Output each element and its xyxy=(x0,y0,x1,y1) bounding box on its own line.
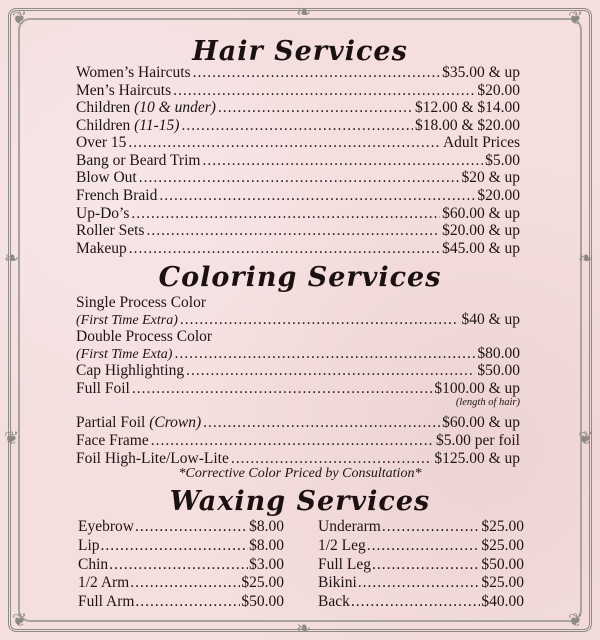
hair-item-children-10 xyxy=(76,99,520,117)
service-name: Full Foil xyxy=(76,380,130,397)
service-price: $50.00 xyxy=(241,593,284,610)
wax-item-full-leg xyxy=(318,556,524,574)
service-price: $18.00 & $20.00 xyxy=(414,117,520,134)
service-price: $40.00 xyxy=(481,593,524,610)
service-name: Double Process Color xyxy=(76,328,213,345)
service-price: $125.00 & up xyxy=(434,450,520,467)
service-note: (Crown) xyxy=(149,414,202,431)
service-name: Women’s Haircuts xyxy=(76,64,191,81)
vine-ornament-icon: ❦ xyxy=(568,610,584,631)
service-price: $45.00 & up xyxy=(442,240,520,257)
waxing-services-title: Waxing Services xyxy=(169,486,431,517)
service-price: $60.00 & up xyxy=(442,205,520,222)
service-price: $25.00 xyxy=(241,574,284,591)
hair-item-makeup xyxy=(76,240,520,258)
service-name: Bang or Beard Trim xyxy=(76,152,201,169)
service-price: $40 & up xyxy=(461,311,520,328)
full-foil-note: (length of hair) xyxy=(455,397,520,408)
hair-item-blow-out xyxy=(76,169,520,187)
hair-item-roller-sets xyxy=(76,222,520,240)
service-name: Bikini xyxy=(318,574,357,591)
service-name: Back xyxy=(318,593,350,610)
service-name: Single Process Color xyxy=(76,294,207,311)
vine-ornament-icon: ❦ xyxy=(568,8,584,29)
hair-item-bang-trim xyxy=(76,152,520,170)
service-price: $8.00 xyxy=(249,537,284,554)
wax-item-chin xyxy=(78,556,284,574)
service-price: $60.00 & up xyxy=(442,414,520,431)
hair-item-up-dos xyxy=(76,205,520,223)
hair-services-title: Hair Services xyxy=(192,36,408,67)
service-name: 1/2 Arm xyxy=(78,574,130,591)
service-price: $20.00 xyxy=(477,187,520,204)
coloring-cap-highlighting xyxy=(76,362,520,380)
service-price: $20.00 xyxy=(477,82,520,99)
service-price: $25.00 xyxy=(481,518,524,535)
service-name: Children xyxy=(76,117,131,134)
service-note: (10 & under) xyxy=(134,99,216,116)
service-price: $25.00 xyxy=(481,537,524,554)
vine-ornament-icon: ❦ xyxy=(578,428,594,449)
coloring-full-foil xyxy=(76,380,520,398)
service-price: $20.00 & up xyxy=(442,222,520,239)
hair-item-womens-haircut xyxy=(76,64,520,82)
service-price: $35.00 & up xyxy=(442,64,520,81)
coloring-single-process-price xyxy=(76,311,520,329)
service-price: $3.00 xyxy=(249,556,284,573)
wax-item-underarm xyxy=(318,518,524,536)
vine-ornament-icon: ❧ xyxy=(578,248,594,269)
hair-item-french-braid xyxy=(76,187,520,205)
wax-item-eyebrow xyxy=(78,518,284,536)
coloring-partial-foil xyxy=(76,414,520,432)
wax-item-full-arm xyxy=(78,593,284,611)
service-name: Children xyxy=(76,99,131,116)
service-name: Over 15 xyxy=(76,134,127,151)
service-name: Full Arm xyxy=(78,593,135,610)
service-price: $20 & up xyxy=(461,169,520,186)
coloring-single-process xyxy=(76,294,520,312)
wax-item-lip xyxy=(78,537,284,555)
service-name: Makeup xyxy=(76,240,127,257)
service-name: Full Leg xyxy=(318,556,371,573)
service-name: Foil High-Lite/Low-Lite xyxy=(76,450,229,467)
vine-ornament-icon: ❧ xyxy=(296,618,312,639)
service-price: Adult Prices xyxy=(442,134,520,151)
vine-ornament-icon: ❦ xyxy=(12,8,28,29)
service-name: Blow Out xyxy=(76,169,137,186)
coloring-face-frame xyxy=(76,432,520,450)
service-name: Eyebrow xyxy=(78,518,134,535)
service-name: 1/2 Leg xyxy=(318,537,366,554)
coloring-services-title: Coloring Services xyxy=(158,262,442,293)
service-note: (First Time Exta) xyxy=(76,347,173,362)
service-name: Face Frame xyxy=(76,432,149,449)
hair-item-over-15 xyxy=(76,134,520,152)
service-name: Cap Highlighting xyxy=(76,362,185,379)
vine-ornament-icon: ❧ xyxy=(296,2,312,23)
service-price: $80.00 xyxy=(477,345,520,362)
coloring-double-process xyxy=(76,328,520,346)
service-name: Lip xyxy=(78,537,100,554)
service-price: $50.00 xyxy=(481,556,524,573)
service-price: $5.00 xyxy=(485,152,520,169)
service-note: (11-15) xyxy=(134,117,180,134)
corrective-color-note: *Corrective Color Priced by Consultation* xyxy=(178,466,422,481)
vine-ornament-icon: ❦ xyxy=(4,428,20,449)
service-price: $8.00 xyxy=(249,518,284,535)
wax-item-half-leg xyxy=(318,537,524,555)
hair-item-mens-haircut xyxy=(76,82,520,100)
service-price: $25.00 xyxy=(481,574,524,591)
service-note: (First Time Extra) xyxy=(76,313,178,328)
coloring-double-process-price xyxy=(76,345,520,363)
service-price: $12.00 & $14.00 xyxy=(414,99,520,116)
service-name: French Braid xyxy=(76,187,158,204)
service-price: $100.00 & up xyxy=(434,380,520,397)
hair-item-children-11-15 xyxy=(76,117,520,135)
service-name: Chin xyxy=(78,556,109,573)
service-name: Partial Foil xyxy=(76,414,146,431)
wax-item-half-arm xyxy=(78,574,284,592)
service-price: $5.00 per foil xyxy=(436,432,520,449)
service-name: Underarm xyxy=(318,518,381,535)
service-name: Roller Sets xyxy=(76,222,145,239)
service-name: Men’s Haircuts xyxy=(76,82,172,99)
service-name: Up-Do’s xyxy=(76,205,130,222)
vine-ornament-icon: ❦ xyxy=(12,610,28,631)
vine-ornament-icon: ❧ xyxy=(4,248,20,269)
wax-item-bikini xyxy=(318,574,524,592)
service-price: $50.00 xyxy=(477,362,520,379)
wax-item-back xyxy=(318,593,524,611)
